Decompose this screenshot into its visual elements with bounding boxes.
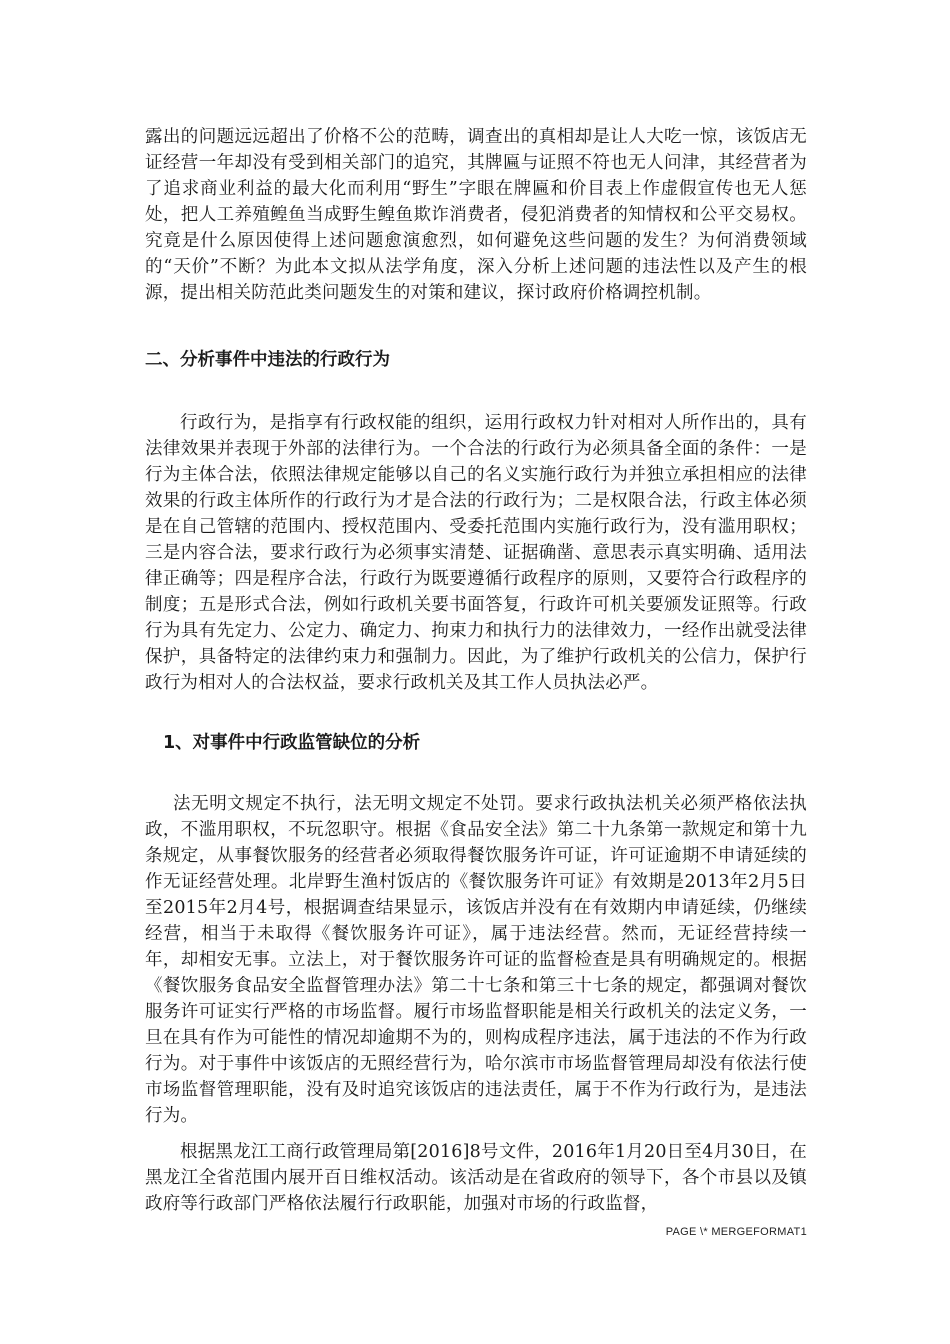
paragraph-intro-continued: 露出的问题远远超出了价格不公的范畴，调查出的真相却是让人大吃一惊，该饭店无证经营一年却没有受到相关部门的追究，其牌匾与证照不符也无人问津，其经营者为了追求商业利益的最大化而利用“野生”字眼在牌匾和价目表上作虚假宣传也无人惩处，把人工养殖鳇鱼当成野生鳇鱼欺诈消费者，侵犯消费者的知情权和公平交易权。究竟是什么原因使得上述问题愈演愈烈，如何避免这些问题的发生？为何消费领域的“天价”不断？为此本文拟从法学角度，深入分析上述问题的违法性以及产生的根源，提出相关防范此类问题发生的对策和建议，探讨政府价格调控机制。 — [145, 127, 807, 303]
paragraph-heilongjiang-campaign: 根据黑龙江工商行政管理局第[2016]8号文件，2016年1月20日至4月30日，在黑龙江全省范围内展开百日维权活动。该活动是在省政府的领导下，各个市县以及镇政府等行政部门严格依法履行行政职能，加强对市场的行政监督， — [145, 1142, 807, 1214]
paragraph-administrative-act: 行政行为，是指享有行政权能的组织，运用行政权力针对相对人所作出的，具有法律效果并表现于外部的法律行为。一个合法的行政行为必须具备全面的条件：一是行为主体合法，依照法律规定能够以自己的名义实施行政行为并独立承担相应的法律效果的行政主体所作的行政行为才是合法的行政行为；二是权限合法，行政主体必须是在自己管辖的范围内、授权范围内、受委托范围内实施行政行为，没有滥用职权；三是内容合法，要求行政行为必须事实清楚、证据确凿、意思表示真实明确、适用法律正确等；四是程序合法，行政行为既要遵循行政程序的原则，又要符合行政程序的制度；五是形式合法，例如行政机关要书面答复，行政许可机关要颁发证照等。行政行为具有先定力、公定力、确定力、拘束力和执行力的法律效力，一经作出就受法律保护，具备特定的法律约束力和强制力。因此，为了维护行政机关的公信力，保护行政行为相对人的合法权益，要求行政机关及其工作人员执法必严。 — [145, 413, 807, 693]
paragraph-supervision-absence: 法无明文规定不执行，法无明文规定不处罚。要求行政执法机关必须严格依法执政，不滥用职权，不玩忽职守。根据《食品安全法》第二十九条第一款规定和第十九条规定，从事餐饮服务的经营者必须取得餐饮服务许可证，许可证逾期不申请延续的作无证经营处理。北岸野生渔村饭店的《餐饮服务许可证》有效期是2013年2月5日至2015年2月4号，根据调查结果显示，该饭店并没有在有效期内申请延续，仍继续经营，相当于未取得《餐饮服务许可证》，属于违法经营。然而，无证经营持续一年，却相安无事。立法上，对于餐饮服务许可证的监督检查是具有明确规定的。根据《餐饮服务食品安全监督管理办法》第二十七条和第三十七条的规定，都强调对餐饮服务许可证实行严格的市场监督。履行市场监督职能是相关行政机关的法定义务，一旦在具有作为可能性的情况却逾期不为的，则构成程序违法，属于违法的不作为行政行为。对于事件中该饭店的无照经营行为，哈尔滨市市场监督管理局却没有依法行使市场监督管理职能，没有及时追究该饭店的违法责任，属于不作为行政行为，是违法行为。 — [145, 794, 807, 1126]
page-footer-field: PAGE \* MERGEFORMAT1 — [665, 1226, 807, 1238]
subsection-heading-1: 1、对事件中行政监管缺位的分析 — [163, 733, 421, 753]
section-heading-2: 二、分析事件中违法的行政行为 — [145, 350, 390, 370]
